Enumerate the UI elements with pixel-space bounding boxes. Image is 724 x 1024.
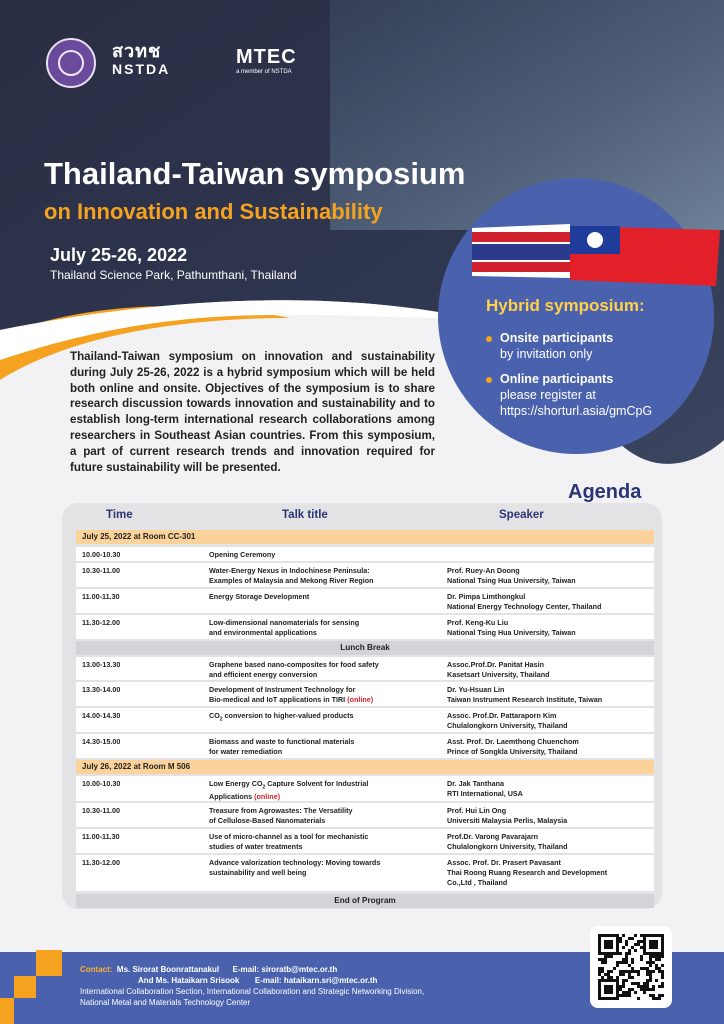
speaker-line: Dr. Yu-Hsuan Lin (447, 685, 505, 694)
contact-block: Contact: Ms. Sirorat Boonrattanakul E-mail: siroratb@mtec.or.th And Ms. Hataikarn Srisook E-mail: hataikarn.sri@mtec.or.th International Collaboration Section, International Collaboration and Strategic Networking Division, National Metal and Materials Technology Center (80, 965, 425, 1007)
title-text: CO (209, 711, 220, 720)
speaker-line: RTI International, USA (447, 789, 523, 798)
online-tag: (online) (252, 792, 281, 802)
event-date: July 25-26, 2022 (50, 245, 188, 265)
title-text: sustainability and well being (209, 868, 307, 877)
title-line: Opening Ceremony (209, 550, 276, 559)
cell-title (209, 832, 449, 852)
title-line: Development of Instrument Technology for (209, 685, 356, 694)
bullet-icon (486, 377, 492, 383)
title-text: for water remediation (209, 747, 283, 756)
cell-speaker (447, 806, 652, 826)
title-line (209, 747, 449, 757)
day1-header: July 25, 2022 at Room CC-301 (76, 530, 654, 544)
page-subtitle: on Innovation and Sustainability (44, 199, 383, 224)
title-text: Bio-medical and IoT applications in TIRI (209, 695, 346, 704)
speaker-line: National Energy Technology Center, Thailand (447, 602, 602, 611)
speaker-line: Taiwan Instrument Research Institute, Taiwan (447, 695, 603, 704)
title-line: Use of micro-channel as a tool for mechanistic (209, 832, 369, 841)
title-line: Biomass and waste to functional materials (209, 737, 355, 746)
cell-title (209, 592, 449, 602)
cell-title (209, 737, 449, 757)
title-line (209, 792, 449, 802)
cell-time: 13.00-13.30 (82, 660, 121, 669)
speaker-line: Co.,Ltd , Thailand (447, 878, 508, 887)
speaker-line: National Tsing Hua University, Taiwan (447, 628, 576, 637)
lunch-break: Lunch Break (76, 641, 654, 655)
cell-speaker (447, 660, 652, 680)
intro-paragraph: Thailand-Taiwan symposium on innovation and sustainability during July 25-26, 2022 is a hybrid symposium which will be held both online and onsite. Objectives of the symposium is to share research discussion towards innovation and sustainability and to establish long-term international research collaborations among researchers in Southeast Asian countries. From this symposium, a part of current research trends and innovation required for future sustainability will be presented. (70, 350, 435, 474)
cell-title (209, 858, 449, 878)
email-link[interactable]: E-mail: hataikarn.sri@mtec.or.th (254, 976, 378, 985)
speaker-line: National Tsing Hua University, Taiwan (447, 576, 576, 585)
cell-speaker (447, 566, 652, 586)
title-text: of Cellulose-Based Nanomaterials (209, 816, 326, 825)
speaker-line: Chulalongkorn University, Thailand (447, 842, 568, 851)
speaker-line: Dr. Jak Tanthana (447, 779, 504, 788)
end-of-program: End of Program (76, 894, 654, 908)
cell-speaker (447, 858, 652, 888)
agenda-heading: Agenda (568, 481, 642, 503)
title-text: studies of water treatments (209, 842, 303, 851)
cell-time: 11.30-12.00 (82, 858, 120, 867)
cell-title (209, 566, 449, 586)
cell-time: 11.00-11.30 (82, 832, 120, 841)
cell-title (209, 550, 449, 560)
title-line (209, 576, 449, 586)
speaker-line: Thai Roong Ruang Research and Development (447, 868, 608, 877)
speaker-line: Prof. Hui Lin Ong (447, 806, 507, 815)
cell-title (209, 806, 449, 826)
cell-speaker (447, 711, 652, 731)
nstda-logo: สวทช NSTDA (112, 41, 171, 77)
title-line: Graphene based nano-composites for food safety (209, 660, 379, 669)
cell-speaker (447, 685, 652, 705)
speaker-line: Prof. Ruey-An Doong (447, 566, 520, 575)
qr-code (590, 926, 672, 1008)
col-header-speaker: Speaker (499, 509, 544, 521)
bullet-icon (486, 336, 492, 342)
hybrid-title: Hybrid symposium: (486, 296, 645, 315)
title-text: Applications (209, 792, 253, 802)
title-line: Low-dimensional nanomaterials for sensing (209, 618, 360, 627)
cell-time: 10.30-11.00 (82, 566, 120, 575)
speaker-line: Universiti Malaysia Perlis, Malaysia (447, 816, 568, 825)
cell-time: 10.00-10.30 (82, 550, 121, 559)
title-line (209, 816, 449, 826)
day2-header: July 26, 2022 at Room M 506 (76, 760, 654, 774)
cell-time: 10.30-11.00 (82, 806, 120, 815)
speaker-line: Assoc.Prof.Dr. Panitat Hasin (447, 660, 545, 669)
speaker-line: Assoc. Prof. Dr. Prasert Pavasant (447, 858, 561, 867)
speaker-line: Asst. Prof. Dr. Laemthong Chuenchom (447, 737, 579, 746)
online-info: Online participants please register at https://shorturl.asia/gmCpG (486, 371, 652, 419)
title-text: and efficient energy conversion (209, 670, 318, 679)
mtec-logo: MTEC a member of NSTDA (236, 46, 297, 75)
title-line (209, 842, 449, 852)
cell-time: 11.00-11.30 (82, 592, 120, 601)
online-tag: (online) (345, 695, 374, 704)
speaker-line: Prince of Songkla University, Thailand (447, 747, 578, 756)
title-text: conversion to higher-valued products (222, 711, 354, 720)
title-line (209, 711, 449, 724)
cell-speaker (447, 592, 652, 612)
title-line (209, 670, 449, 680)
speaker-line: Chulalongkorn University, Thailand (447, 721, 568, 730)
title-line: Advance valorization technology: Moving towards (209, 858, 381, 867)
title-text: and environmental applications (209, 628, 317, 637)
cell-speaker (447, 779, 652, 799)
speaker-line: Kasetsart University, Thailand (447, 670, 550, 679)
cell-time: 14.30-15.00 (82, 737, 121, 746)
cell-title (209, 618, 449, 638)
speaker-line: Prof. Keng-Ku Liu (447, 618, 509, 627)
cell-time: 10.00-10.30 (82, 779, 121, 788)
col-header-title: Talk title (282, 509, 328, 521)
cell-time: 11.30-12.00 (82, 618, 120, 627)
col-header-time: Time (106, 509, 133, 521)
subscript: 2 (262, 784, 266, 791)
cell-speaker (447, 618, 652, 638)
page-title: Thailand-Taiwan symposium (44, 156, 466, 191)
university-seal-logo (46, 38, 96, 88)
cell-title (209, 660, 449, 680)
title-text: Capture Solvent for Industrial (265, 779, 369, 788)
onsite-info: Onsite participants by invitation only (486, 330, 613, 362)
cell-title (209, 779, 449, 802)
speaker-line: Assoc. Prof.Dr. Pattaraporn Kim (447, 711, 557, 720)
cell-title (209, 685, 449, 705)
title-line: Treasure from Agrowastes: The Versatility (209, 806, 353, 815)
event-venue: Thailand Science Park, Pathumthani, Thailand (50, 268, 297, 282)
email-link[interactable]: E-mail: siroratb@mtec.or.th (232, 965, 338, 974)
cell-time: 13.30-14.00 (82, 685, 121, 694)
subscript: 2 (219, 716, 223, 723)
title-text: Examples of Malaysia and Mekong River Region (209, 576, 374, 585)
cell-speaker (447, 737, 652, 757)
title-line: Water-Energy Nexus in Indochinese Peninsula: (209, 566, 370, 575)
title-line (209, 695, 449, 705)
title-line (209, 779, 449, 792)
cell-speaker (447, 832, 652, 852)
title-text: Low Energy CO (209, 779, 263, 788)
speaker-line: Prof.Dr. Varong Pavarajarn (447, 832, 539, 841)
cell-title (209, 711, 449, 724)
title-line (209, 628, 449, 638)
title-line: Energy Storage Development (209, 592, 310, 601)
speaker-line: Dr. Pimpa Limthongkul (447, 592, 526, 601)
cell-time: 14.00-14.30 (82, 711, 121, 720)
register-link[interactable]: https://shorturl.asia/gmCpG (500, 404, 653, 418)
title-line (209, 868, 449, 878)
